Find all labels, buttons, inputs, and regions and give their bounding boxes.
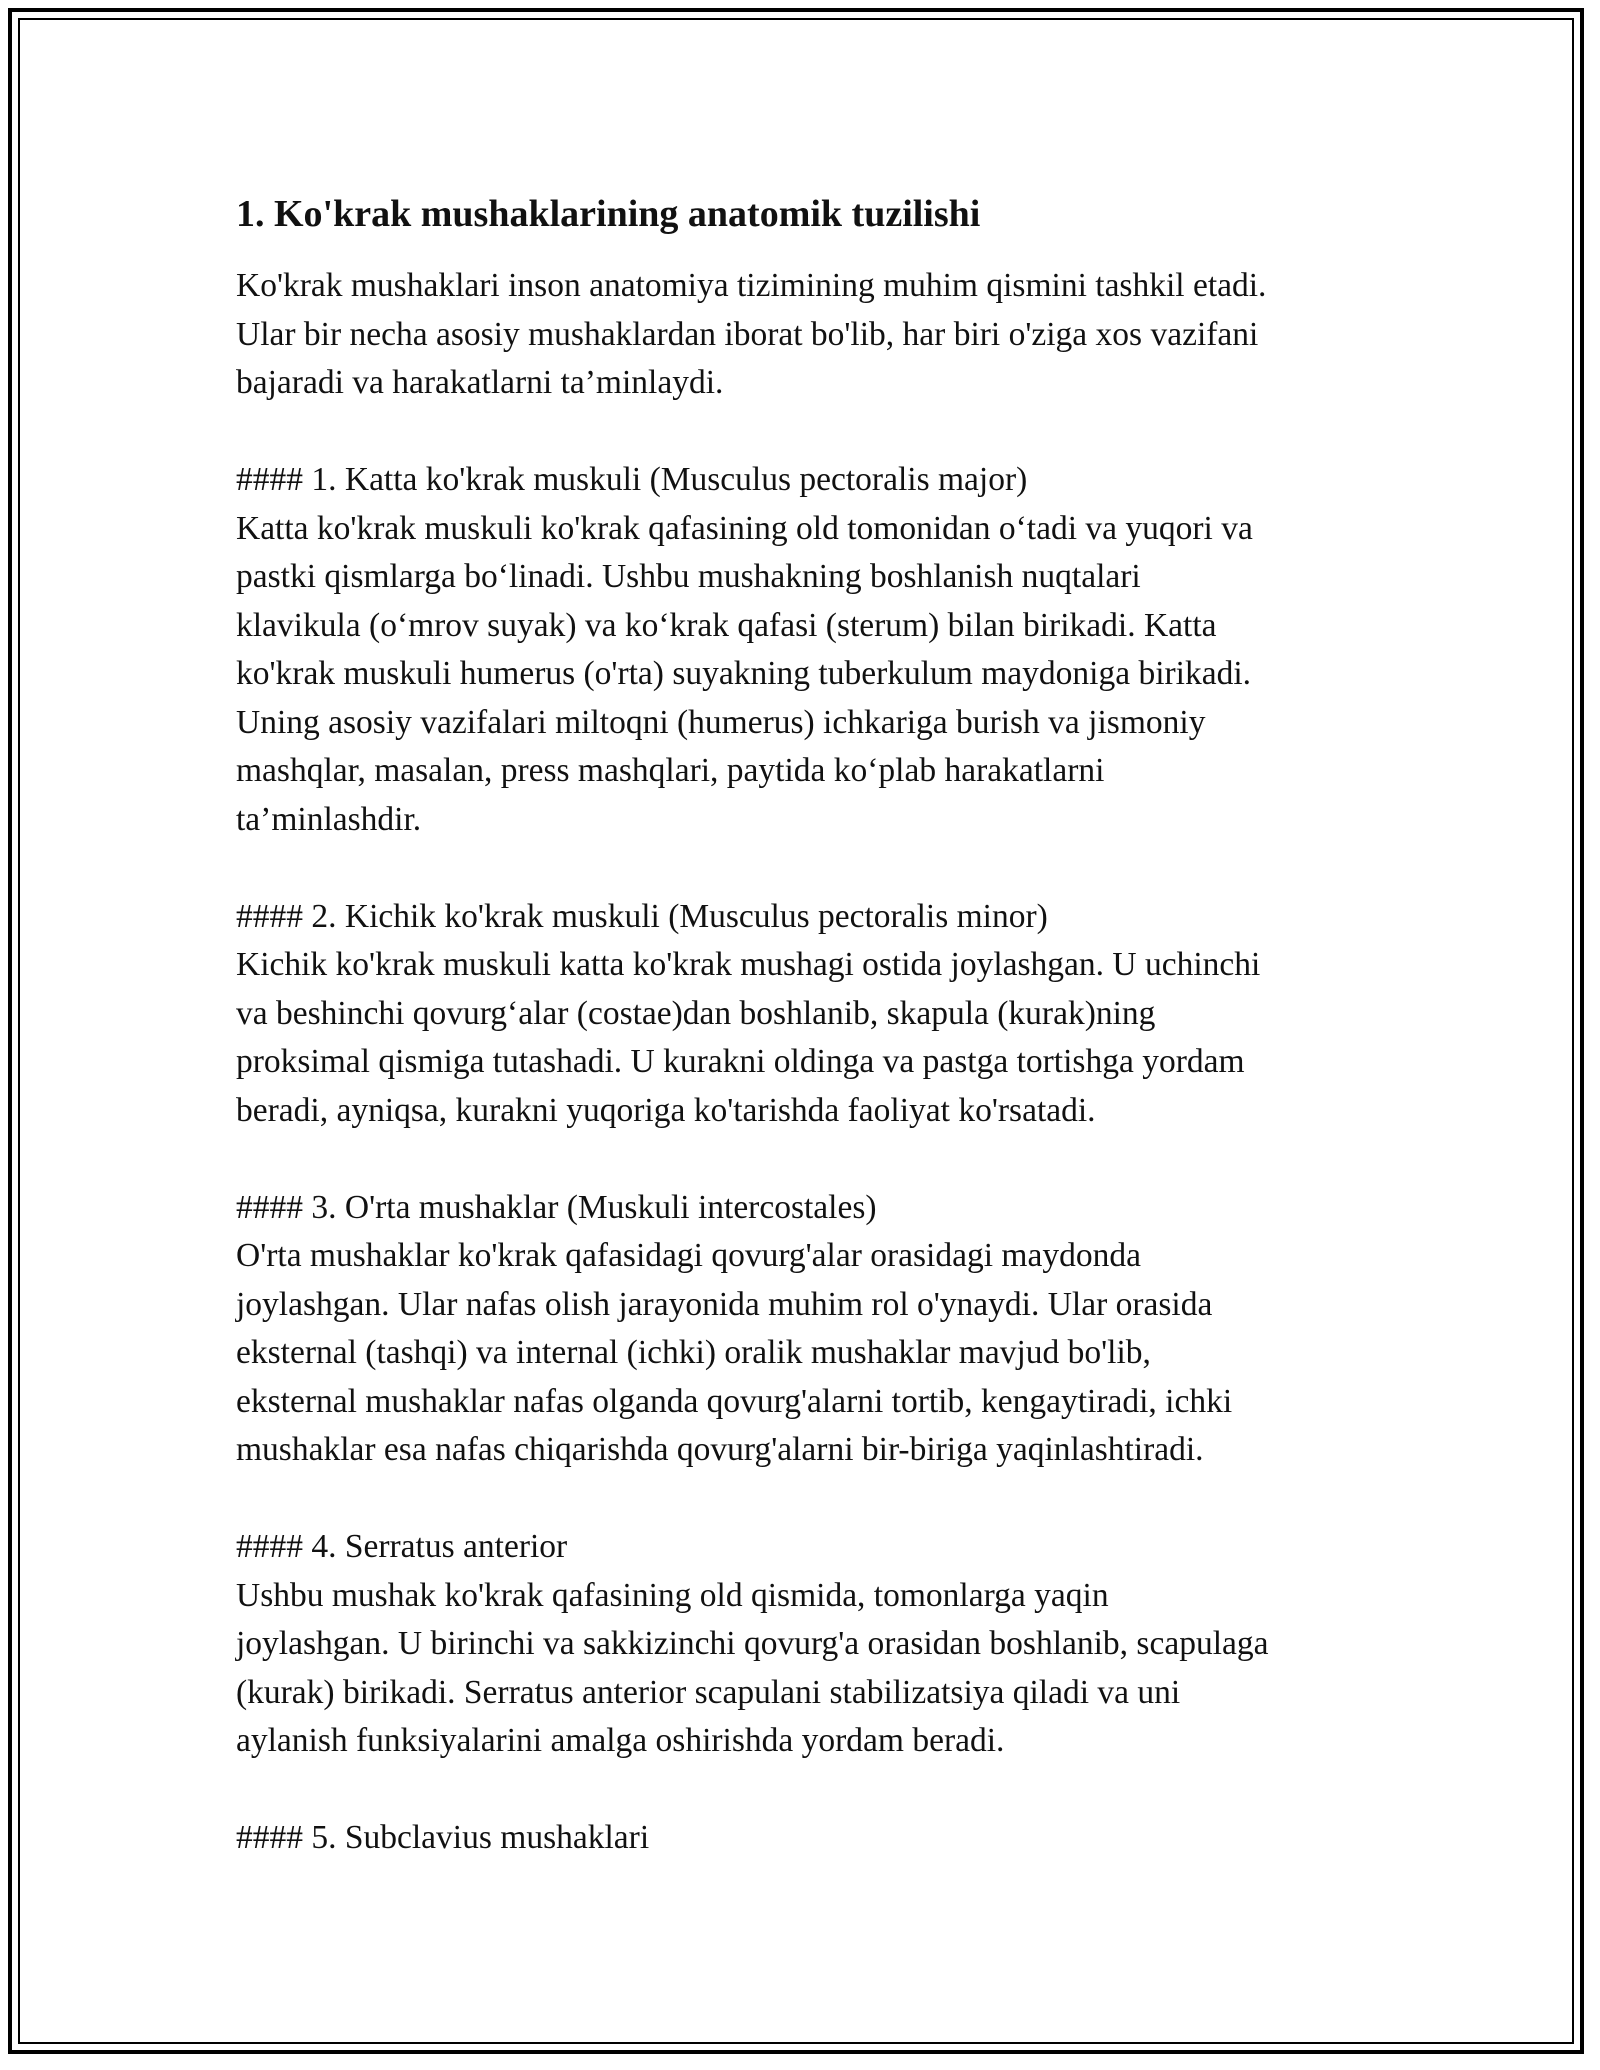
- section-heading: #### 5. Subclavius mushaklari: [236, 1819, 650, 1856]
- section-line: Kichik ko'krak muskuli katta ko'krak mushagi ostida joylashgan. U uchinchi: [236, 946, 1261, 983]
- section-line: mushaklar esa nafas chiqarishda qovurg'alarni bir-biriga yaqinlashtiradi.: [236, 1431, 1204, 1468]
- section-line: Ushbu mushak ko'krak qafasining old qismida, tomonlarga yaqin: [236, 1576, 1109, 1614]
- section-2: [236, 893, 1376, 1136]
- intro-line: Ular bir necha asosiy mushaklardan iborat bo'lib, har biri o'ziga xos vazifani: [236, 315, 1259, 353]
- section-line: pastki qismlarga bo‘linadi. Ushbu mushakning boshlanish nuqtalari: [236, 558, 1141, 595]
- section-line: eksternal (tashqi) va internal (ichki) oralik mushaklar mavjud bo'lib,: [236, 1334, 1151, 1371]
- section-line: va beshinchi qovurg‘alar (costae)dan boshlanib, skapula (kurak)ning: [236, 994, 1156, 1032]
- section-line: beradi, ayniqsa, kurakni yuqoriga ko'tarishda faoliyat ko'rsatadi.: [236, 1091, 1096, 1129]
- section-1: [236, 456, 1376, 844]
- paragraph-spacer: [236, 408, 1376, 457]
- section-line: joylashgan. Ular nafas olish jarayonida muhim rol o'ynaydi. Ular orasida: [236, 1285, 1213, 1323]
- section-line: Uning asosiy vazifalari miltoqni (humerus) ichkariga burish va jismoniy: [236, 703, 1206, 741]
- section-line: mashqlar, masalan, press mashqlari, paytida ko‘plab harakatlarni: [236, 752, 1105, 789]
- paragraph-spacer: [236, 1766, 1376, 1815]
- section-line: joylashgan. U birinchi va sakkizinchi qovurg'a orasidan boshlanib, scapulaga: [236, 1625, 1269, 1662]
- paragraph-spacer: [236, 1135, 1376, 1184]
- intro-paragraph: [236, 262, 1376, 408]
- document-content: [236, 186, 1376, 1863]
- section-heading: #### 4. Serratus anterior: [236, 1528, 568, 1565]
- paragraph-spacer: [236, 1475, 1376, 1524]
- section-heading: #### 2. Kichik ko'krak muskuli (Musculus pectoralis minor): [236, 897, 1048, 935]
- intro-line: bajaradi va harakatlarni ta’minlaydi.: [236, 364, 724, 401]
- section-line: Katta ko'krak muskuli ko'krak qafasining old tomonidan o‘tadi va yuqori va: [236, 509, 1253, 547]
- section-5: [236, 1814, 1376, 1863]
- document-title: 1. Ko'krak mushaklarining anatomik tuzilishi: [236, 193, 981, 235]
- paragraph-spacer: [236, 844, 1376, 893]
- section-line: aylanish funksiyalarini amalga oshirishda yordam beradi.: [236, 1722, 1005, 1759]
- section-line: (kurak) birikadi. Serratus anterior scapulani stabilizatsiya qiladi va uni: [236, 1673, 1181, 1711]
- section-line: proksimal qismiga tutashadi. U kurakni oldinga va pastga tortishga yordam: [236, 1043, 1245, 1080]
- section-line: klavikula (o‘mrov suyak) va ko‘krak qafasi (sterum) bilan birikadi. Katta: [236, 606, 1217, 644]
- section-line: ko'krak muskuli humerus (o'rta) suyakning tuberkulum maydoniga birikadi.: [236, 655, 1252, 692]
- intro-line: Ko'krak mushaklari inson anatomiya tizimining muhim qismini tashkil etadi.: [236, 267, 1267, 304]
- section-line: eksternal mushaklar nafas olganda qovurg'alarni tortib, kengaytiradi, ichki: [236, 1382, 1233, 1420]
- section-heading: #### 1. Katta ko'krak muskuli (Musculus pectoralis major): [236, 461, 1028, 498]
- section-3: [236, 1184, 1376, 1475]
- section-4: [236, 1523, 1376, 1766]
- section-heading: #### 3. O'rta mushaklar (Muskuli intercostales): [236, 1188, 877, 1226]
- section-line: O'rta mushaklar ko'krak qafasidagi qovurg'alar orasidagi maydonda: [236, 1237, 1141, 1274]
- section-line: ta’minlashdir.: [236, 800, 422, 838]
